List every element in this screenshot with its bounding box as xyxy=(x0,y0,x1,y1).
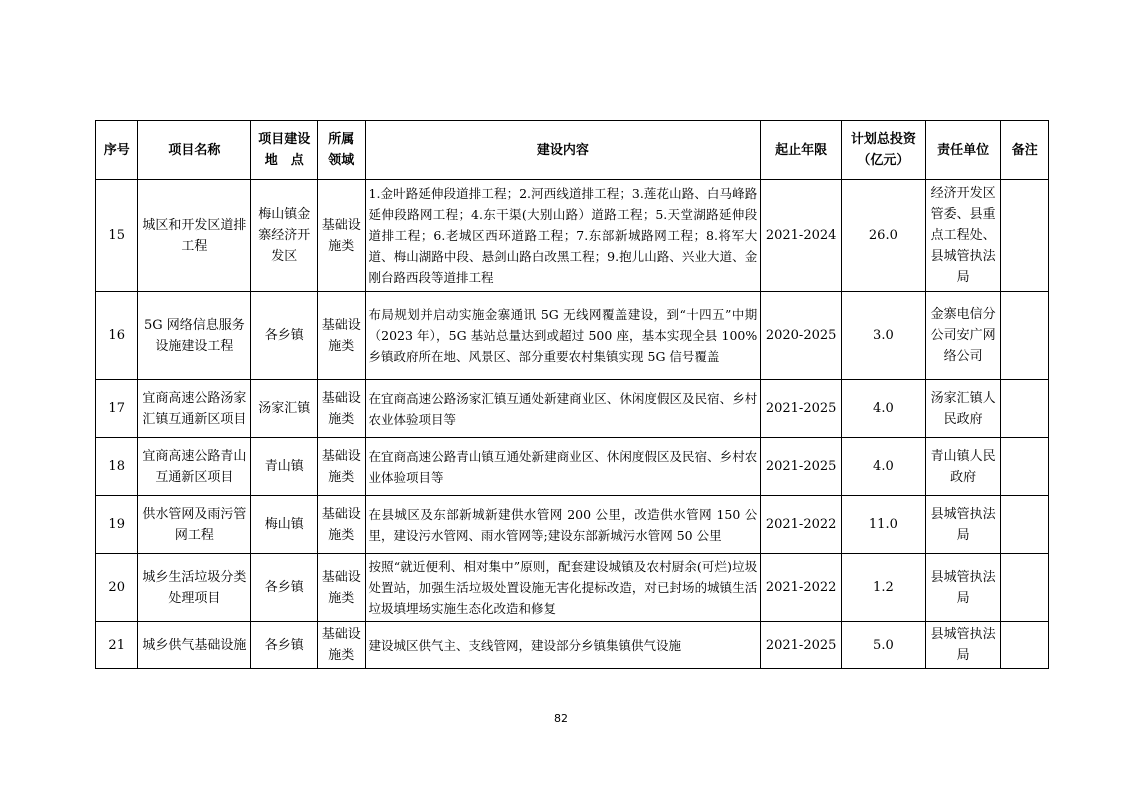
header-invest xyxy=(842,121,926,180)
cell-invest: 4.0 xyxy=(842,438,926,496)
table-row xyxy=(96,438,1049,496)
cell-remark xyxy=(1001,496,1049,554)
cell-period: 2021-2022 xyxy=(761,554,842,622)
cell-period: 2020-2025 xyxy=(761,292,842,380)
table-row xyxy=(96,180,1049,292)
cell-content: 1.金叶路延伸段道排工程；2.河西线道排工程；3.莲花山路、白马峰路延伸段路网工程；4.东干渠(大别山路）道路工程；5.天堂湖路延伸段道排工程；6.老城区西环道路工程；7.东部新城路网工程；8.将军大道、梅山湖路中段、悬剑山路白改黑工程；9.抱儿山路、兴业大道、金刚台路西段等道排工程 xyxy=(365,180,761,292)
header-remark: 备注 xyxy=(1001,121,1049,180)
cell-content: 布局规划并启动实施金寨通讯 5G 无线网覆盖建设，到“十四五”中期（2023 年），5G 基站总量达到或超过 500 座，基本实现全县 100%乡镇政府所在地、风景区、部分重要农村集镇实现 5G 信号覆盖 xyxy=(365,292,761,380)
cell-unit: 青山镇人民政府 xyxy=(925,438,1001,496)
cell-no: 19 xyxy=(96,496,138,554)
cell-unit: 县城管执法局 xyxy=(925,622,1001,669)
cell-content: 在宜商高速公路汤家汇镇互通处新建商业区、休闲度假区及民宿、乡村农业体验项目等 xyxy=(365,380,761,438)
header-location xyxy=(251,121,318,180)
project-table xyxy=(95,120,1049,669)
cell-field: 基础设施类 xyxy=(318,438,365,496)
cell-field: 基础设施类 xyxy=(318,554,365,622)
cell-name: 城乡生活垃圾分类处理项目 xyxy=(138,554,251,622)
cell-period: 2021-2025 xyxy=(761,622,842,669)
cell-field: 基础设施类 xyxy=(318,496,365,554)
cell-location: 汤家汇镇 xyxy=(251,380,318,438)
cell-invest: 26.0 xyxy=(842,180,926,292)
cell-unit: 金寨电信分公司安广网络公司 xyxy=(925,292,1001,380)
cell-name: 城区和开发区道排工程 xyxy=(138,180,251,292)
cell-no: 15 xyxy=(96,180,138,292)
cell-no: 18 xyxy=(96,438,138,496)
header-field-line2: 领域 xyxy=(328,153,355,168)
cell-remark xyxy=(1001,554,1049,622)
table-row xyxy=(96,496,1049,554)
cell-no: 21 xyxy=(96,622,138,669)
table-row xyxy=(96,554,1049,622)
header-row xyxy=(96,121,1049,180)
table-row xyxy=(96,380,1049,438)
page-number: 82 xyxy=(554,712,568,725)
cell-period: 2021-2025 xyxy=(761,438,842,496)
cell-period: 2021-2025 xyxy=(761,380,842,438)
cell-no: 16 xyxy=(96,292,138,380)
cell-no: 17 xyxy=(96,380,138,438)
cell-remark xyxy=(1001,438,1049,496)
cell-name: 供水管网及雨污管网工程 xyxy=(138,496,251,554)
cell-name: 5G 网络信息服务设施建设工程 xyxy=(138,292,251,380)
header-invest-line1: 计划总投资 xyxy=(850,132,916,147)
header-field xyxy=(318,121,365,180)
cell-remark xyxy=(1001,292,1049,380)
cell-field: 基础设施类 xyxy=(318,622,365,669)
cell-period: 2021-2024 xyxy=(761,180,842,292)
cell-unit: 县城管执法局 xyxy=(925,554,1001,622)
header-location-line2: 地 点 xyxy=(264,153,304,168)
cell-field: 基础设施类 xyxy=(318,380,365,438)
header-content: 建设内容 xyxy=(365,121,761,180)
cell-content: 在县城区及东部新城新建供水管网 200 公里，改造供水管网 150 公里，建设污水管网、雨水管网等;建设东部新城污水管网 50 公里 xyxy=(365,496,761,554)
cell-location: 梅山镇 xyxy=(251,496,318,554)
cell-unit: 汤家汇镇人民政府 xyxy=(925,380,1001,438)
cell-content: 按照“就近便利、相对集中”原则，配套建设城镇及农村厨余(可烂)垃圾处置站，加强生活垃圾处置设施无害化提标改造，对已封场的城镇生活垃圾填埋场实施生态化改造和修复 xyxy=(365,554,761,622)
header-location-line1: 项目建设 xyxy=(258,132,311,147)
cell-name: 宜商高速公路青山互通新区项目 xyxy=(138,438,251,496)
cell-remark xyxy=(1001,622,1049,669)
cell-name: 城乡供气基础设施 xyxy=(138,622,251,669)
cell-unit: 经济开发区管委、县重点工程处、县城管执法局 xyxy=(925,180,1001,292)
table-row xyxy=(96,292,1049,380)
cell-content: 建设城区供气主、支线管网，建设部分乡镇集镇供气设施 xyxy=(365,622,761,669)
cell-remark xyxy=(1001,180,1049,292)
cell-content: 在宜商高速公路青山镇互通处新建商业区、休闲度假区及民宿、乡村农业体验项目等 xyxy=(365,438,761,496)
cell-invest: 3.0 xyxy=(842,292,926,380)
cell-field: 基础设施类 xyxy=(318,292,365,380)
cell-invest: 4.0 xyxy=(842,380,926,438)
header-field-line1: 所属 xyxy=(328,132,355,147)
cell-no: 20 xyxy=(96,554,138,622)
cell-field: 基础设施类 xyxy=(318,180,365,292)
header-unit: 责任单位 xyxy=(925,121,1001,180)
header-name: 项目名称 xyxy=(138,121,251,180)
cell-location: 各乡镇 xyxy=(251,622,318,669)
table-row xyxy=(96,622,1049,669)
cell-invest: 1.2 xyxy=(842,554,926,622)
cell-name: 宜商高速公路汤家汇镇互通新区项目 xyxy=(138,380,251,438)
cell-unit: 县城管执法局 xyxy=(925,496,1001,554)
header-period: 起止年限 xyxy=(761,121,842,180)
cell-period: 2021-2022 xyxy=(761,496,842,554)
cell-remark xyxy=(1001,380,1049,438)
header-no: 序号 xyxy=(96,121,138,180)
header-invest-line2: （亿元） xyxy=(857,153,910,168)
cell-invest: 5.0 xyxy=(842,622,926,669)
cell-location: 青山镇 xyxy=(251,438,318,496)
cell-location: 梅山镇金寨经济开发区 xyxy=(251,180,318,292)
cell-invest: 11.0 xyxy=(842,496,926,554)
cell-location: 各乡镇 xyxy=(251,292,318,380)
cell-location: 各乡镇 xyxy=(251,554,318,622)
